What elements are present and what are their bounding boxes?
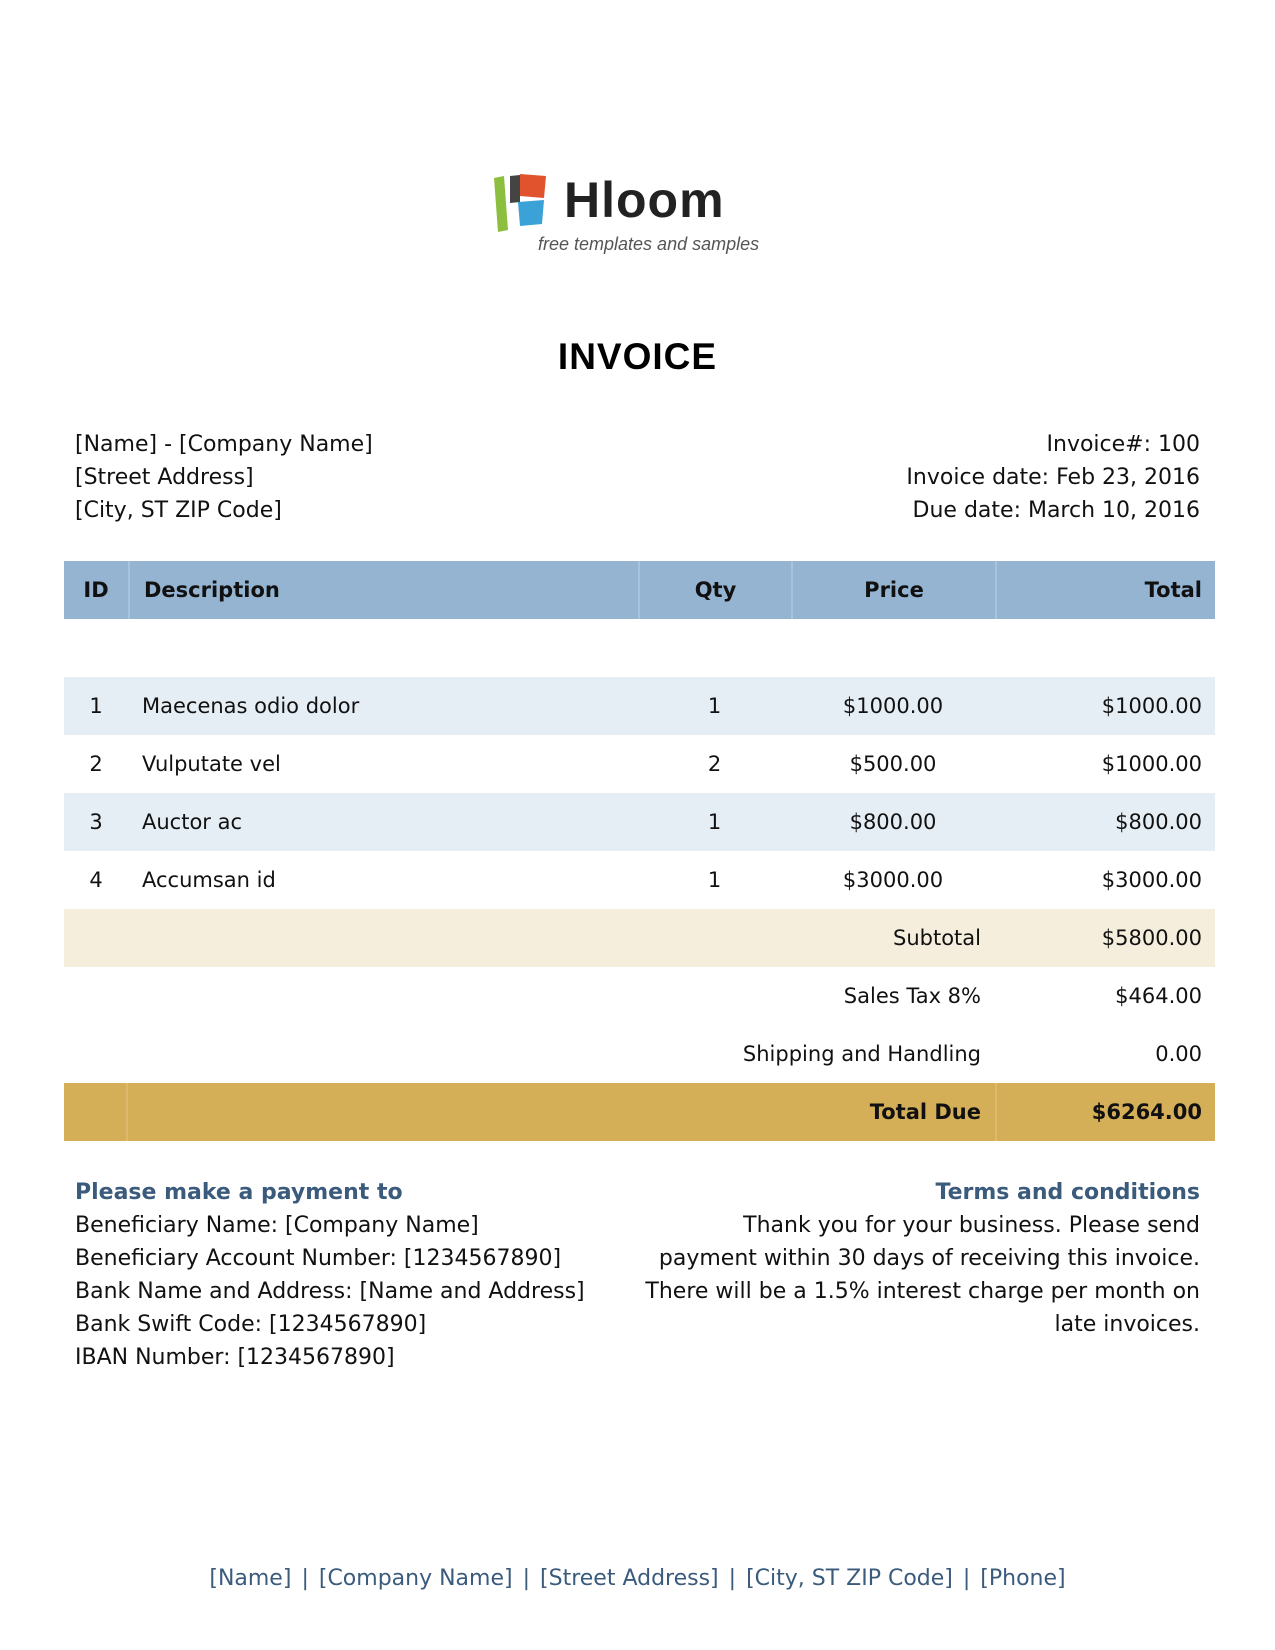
invoice-title: INVOICE <box>557 336 718 377</box>
header-price: Price <box>791 561 995 619</box>
row-qty: 1 <box>707 868 722 892</box>
sender-city-line: [City, ST ZIP Code] <box>75 498 282 523</box>
line-items-table <box>64 561 1215 1141</box>
row-total: $800.00 <box>1115 810 1202 834</box>
table-header-row <box>64 561 1215 619</box>
logo-mark-icon <box>490 172 552 234</box>
footer-separator: | <box>962 1566 971 1591</box>
subtotal-row <box>64 909 1215 967</box>
invoice-date: Invoice date: Feb 23, 2016 <box>906 465 1200 490</box>
footer-company: [Company Name] <box>318 1566 513 1591</box>
tax-label: Sales Tax 8% <box>843 984 981 1008</box>
terms-text: Thank you for your business. Please send payment within 30 days of receiving this invoice. There will be a 1.5% interest charge per month on late invoices. <box>645 1213 1200 1337</box>
total-due-row <box>64 1083 1215 1141</box>
payment-info <box>75 1176 585 1374</box>
table-row <box>64 677 1215 735</box>
row-price: $1000.00 <box>842 694 944 718</box>
footer-name: [Name] <box>209 1566 292 1591</box>
shipping-row <box>64 1025 1215 1083</box>
sender-street-line: [Street Address] <box>75 465 254 490</box>
header-description: Description <box>128 561 638 619</box>
row-qty: 2 <box>707 752 722 776</box>
terms-section <box>640 1176 1200 1341</box>
row-total: $3000.00 <box>1101 868 1202 892</box>
payment-heading: Please make a payment to <box>75 1180 403 1205</box>
row-qty: 1 <box>707 810 722 834</box>
tax-row <box>64 967 1215 1025</box>
footer-separator: | <box>301 1566 309 1591</box>
row-price: $800.00 <box>849 810 937 834</box>
row-total: $1000.00 <box>1101 752 1202 776</box>
row-qty: 1 <box>707 694 722 718</box>
row-price: $3000.00 <box>842 868 944 892</box>
total-due-spacer <box>64 1083 128 1141</box>
table-row <box>64 735 1215 793</box>
footer-separator: | <box>522 1566 531 1591</box>
footer-city: [City, ST ZIP Code] <box>746 1566 953 1591</box>
table-row <box>64 793 1215 851</box>
logo-wordmark: Hloom <box>564 172 725 228</box>
shipping-label: Shipping and Handling <box>742 1042 981 1066</box>
bank-name-address: Bank Name and Address: [Name and Address] <box>75 1279 585 1304</box>
row-description: Accumsan id <box>142 868 276 892</box>
row-description: Auctor ac <box>142 810 243 834</box>
row-id: 3 <box>89 810 103 834</box>
invoice-meta <box>906 428 1200 527</box>
invoice-due-date: Due date: March 10, 2016 <box>912 498 1200 523</box>
bank-swift-code: Bank Swift Code: [1234567890] <box>75 1312 427 1337</box>
table-spacer-row <box>64 619 1215 677</box>
subtotal-label: Subtotal <box>64 909 995 967</box>
iban-number: IBAN Number: [1234567890] <box>75 1345 395 1370</box>
row-price: $500.00 <box>849 752 937 776</box>
beneficiary-name: Beneficiary Name: [Company Name] <box>75 1213 479 1238</box>
header-id: ID <box>83 578 109 602</box>
sender-address <box>75 428 373 527</box>
company-logo <box>490 170 790 260</box>
footer-street: [Street Address] <box>540 1566 719 1591</box>
invoice-number: Invoice#: 100 <box>1046 432 1200 457</box>
terms-heading: Terms and conditions <box>935 1180 1200 1205</box>
row-description: Vulputate vel <box>142 752 281 776</box>
row-id: 1 <box>89 694 103 718</box>
header-qty: Qty <box>638 561 791 619</box>
total-due-value: $6264.00 <box>995 1083 1215 1141</box>
footer-contact <box>0 1566 1275 1591</box>
header-total: Total <box>995 561 1215 619</box>
total-due-label: Total Due <box>869 1100 981 1124</box>
sender-name-line: [Name] - [Company Name] <box>75 432 373 457</box>
subtotal-value: $5800.00 <box>1101 926 1202 950</box>
table-row <box>64 851 1215 909</box>
tax-value: $464.00 <box>1115 984 1202 1008</box>
row-id: 4 <box>89 868 103 892</box>
footer-separator: | <box>728 1566 737 1591</box>
row-total: $1000.00 <box>1101 694 1202 718</box>
logo-tagline: free templates and samples <box>538 234 760 254</box>
footer-phone: [Phone] <box>980 1566 1066 1591</box>
beneficiary-account: Beneficiary Account Number: [1234567890] <box>75 1246 562 1271</box>
shipping-value: 0.00 <box>1155 1042 1202 1066</box>
row-id: 2 <box>89 752 103 776</box>
row-description: Maecenas odio dolor <box>142 694 360 718</box>
